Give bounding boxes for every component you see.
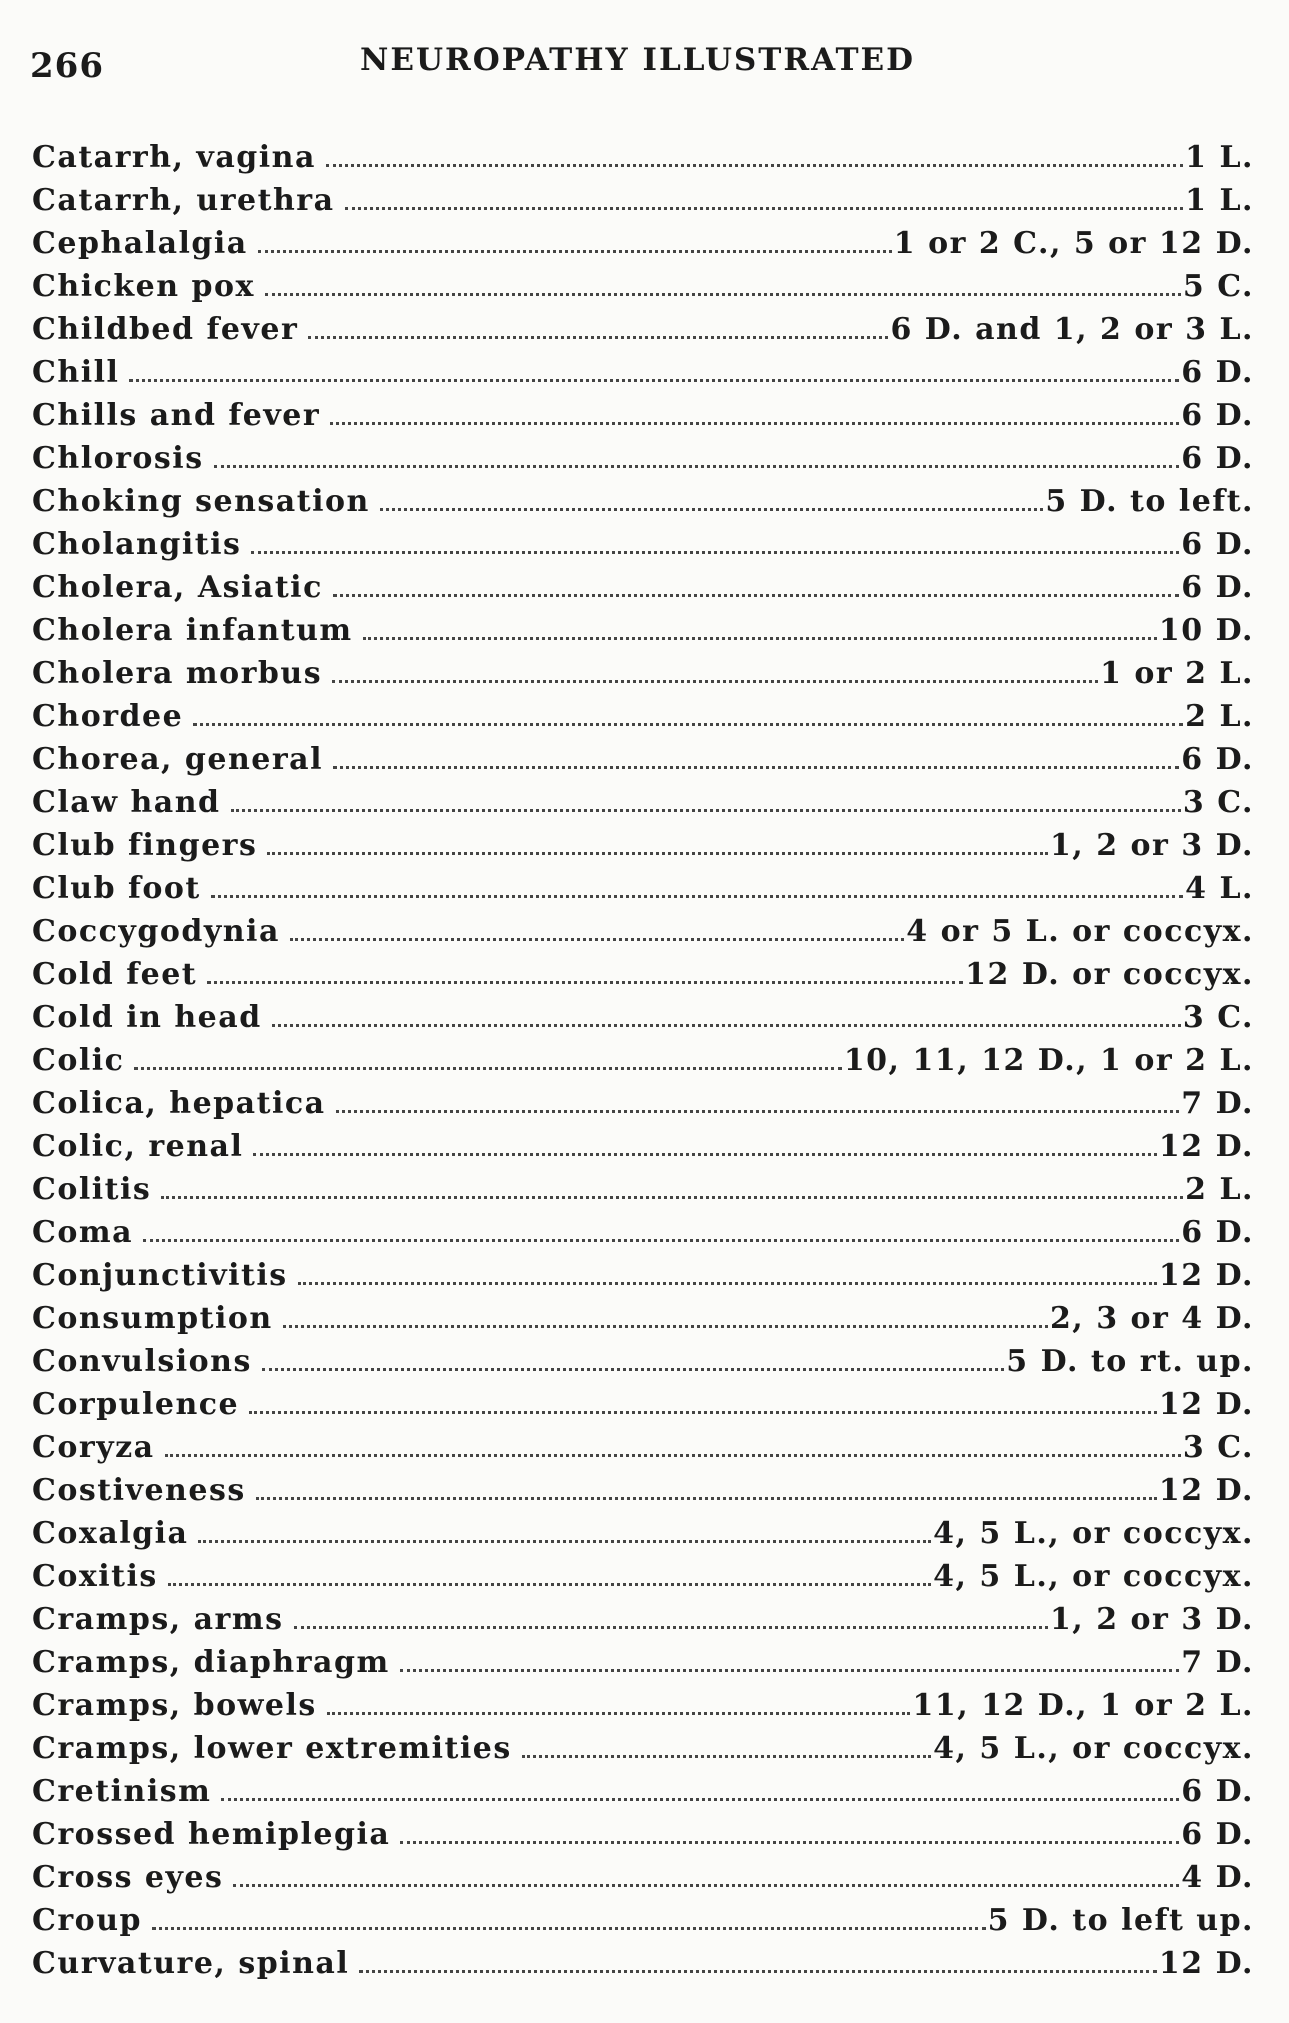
entry-reference: 4, 5 L., or coccyx. bbox=[933, 1731, 1254, 1766]
entry-reference: 4 or 5 L. or coccyx. bbox=[906, 914, 1254, 949]
entry-term: Curvature, spinal bbox=[32, 1946, 350, 1981]
entry-term: Cramps, arms bbox=[32, 1602, 284, 1637]
index-entry bbox=[32, 1516, 1254, 1559]
index-entry bbox=[32, 226, 1254, 269]
entry-term: Cephalalgia bbox=[32, 226, 248, 261]
index-entry bbox=[32, 1774, 1254, 1817]
dot-leader bbox=[308, 335, 888, 339]
entry-reference: 6 D. bbox=[1181, 570, 1254, 605]
index-entry bbox=[32, 1258, 1254, 1301]
entry-term: Colica, hepatica bbox=[32, 1086, 326, 1121]
entry-term: Childbed fever bbox=[32, 312, 299, 347]
entry-term: Cholera, Asiatic bbox=[32, 570, 323, 605]
index-entry bbox=[32, 1731, 1254, 1774]
dot-leader bbox=[290, 937, 904, 941]
entry-term: Chicken pox bbox=[32, 269, 255, 304]
dot-leader bbox=[134, 1066, 841, 1070]
entry-reference: 6 D. and 1, 2 or 3 L. bbox=[890, 312, 1254, 347]
dot-leader bbox=[330, 421, 1179, 425]
entry-term: Club foot bbox=[32, 871, 201, 906]
index-entry bbox=[32, 1344, 1254, 1387]
entry-term: Chill bbox=[32, 355, 120, 390]
dot-leader bbox=[333, 765, 1179, 769]
dot-leader bbox=[262, 1367, 1004, 1371]
entry-term: Coryza bbox=[32, 1430, 155, 1465]
index-entry bbox=[32, 957, 1254, 1000]
dot-leader bbox=[359, 1969, 1157, 1973]
index-entry bbox=[32, 312, 1254, 355]
entry-reference: 2 L. bbox=[1185, 699, 1254, 734]
dot-leader bbox=[327, 1711, 911, 1715]
index-entry bbox=[32, 1946, 1254, 1989]
entry-term: Colic, renal bbox=[32, 1129, 244, 1164]
index-entry bbox=[32, 1688, 1254, 1731]
entry-term: Cholera morbus bbox=[32, 656, 323, 691]
dot-leader bbox=[231, 808, 1181, 812]
index-entry bbox=[32, 527, 1254, 570]
entry-reference: 11, 12 D., 1 or 2 L. bbox=[912, 1688, 1254, 1723]
entry-term: Costiveness bbox=[32, 1473, 246, 1508]
entry-reference: 3 C. bbox=[1182, 785, 1254, 820]
entry-term: Choking sensation bbox=[32, 484, 370, 519]
entry-term: Club fingers bbox=[32, 828, 258, 863]
entry-term: Cold in head bbox=[32, 1000, 262, 1035]
dot-leader bbox=[326, 163, 1183, 167]
index-entry bbox=[32, 656, 1254, 699]
dot-leader bbox=[333, 593, 1179, 597]
index-entry bbox=[32, 1645, 1254, 1688]
dot-leader bbox=[152, 1926, 986, 1930]
entry-term: Cramps, bowels bbox=[32, 1688, 317, 1723]
entry-term: Crossed hemiplegia bbox=[32, 1817, 391, 1852]
entry-term: Coccygodynia bbox=[32, 914, 280, 949]
dot-leader bbox=[143, 1238, 1179, 1242]
entry-reference: 4 D. bbox=[1181, 1860, 1254, 1895]
index-entry bbox=[32, 1602, 1254, 1645]
entry-term: Claw hand bbox=[32, 785, 221, 820]
entry-term: Cholangitis bbox=[32, 527, 242, 562]
index-entry bbox=[32, 269, 1254, 312]
index-entry bbox=[32, 699, 1254, 742]
index-entry bbox=[32, 441, 1254, 484]
entry-term: Consumption bbox=[32, 1301, 273, 1336]
index-entry bbox=[32, 828, 1254, 871]
entry-reference: 1 or 2 C., 5 or 12 D. bbox=[893, 226, 1254, 261]
dot-leader bbox=[161, 1195, 1183, 1199]
index-entry bbox=[32, 1903, 1254, 1946]
index-entry bbox=[32, 914, 1254, 957]
index-entry bbox=[32, 1043, 1254, 1086]
entry-term: Convulsions bbox=[32, 1344, 252, 1379]
entry-reference: 1, 2 or 3 D. bbox=[1049, 828, 1254, 863]
index-entry bbox=[32, 355, 1254, 398]
entry-term: Cramps, diaphragm bbox=[32, 1645, 390, 1680]
entry-reference: 3 C. bbox=[1182, 1000, 1254, 1035]
entry-term: Chordee bbox=[32, 699, 184, 734]
dot-leader bbox=[168, 1582, 931, 1586]
entry-term: Cramps, lower extremities bbox=[32, 1731, 512, 1766]
entry-reference: 6 D. bbox=[1181, 441, 1254, 476]
entry-term: Cold feet bbox=[32, 957, 198, 992]
index-entry bbox=[32, 1473, 1254, 1516]
entry-reference: 4, 5 L., or coccyx. bbox=[933, 1516, 1254, 1551]
dot-leader bbox=[363, 636, 1157, 640]
dot-leader bbox=[298, 1281, 1157, 1285]
entry-reference: 6 D. bbox=[1181, 398, 1254, 433]
dot-leader bbox=[400, 1668, 1180, 1672]
dot-leader bbox=[294, 1625, 1048, 1629]
dot-leader bbox=[522, 1754, 931, 1758]
dot-leader bbox=[256, 1496, 1157, 1500]
entry-reference: 12 D. bbox=[1158, 1387, 1254, 1422]
index-entry bbox=[32, 140, 1254, 183]
index-entry bbox=[32, 613, 1254, 656]
entry-reference: 6 D. bbox=[1181, 1817, 1254, 1852]
entry-reference: 12 D. bbox=[1158, 1129, 1254, 1164]
index-entry bbox=[32, 1000, 1254, 1043]
dot-leader bbox=[272, 1023, 1181, 1027]
entry-reference: 5 D. to left. bbox=[1045, 484, 1254, 519]
entry-term: Conjunctivitis bbox=[32, 1258, 288, 1293]
index-entry bbox=[32, 1172, 1254, 1215]
entry-term: Catarrh, vagina bbox=[32, 140, 316, 175]
index-entry bbox=[32, 1387, 1254, 1430]
entry-term: Coxalgia bbox=[32, 1516, 189, 1551]
dot-leader bbox=[193, 722, 1183, 726]
entry-reference: 6 D. bbox=[1181, 355, 1254, 390]
entry-reference: 12 D. or coccyx. bbox=[965, 957, 1254, 992]
entry-term: Colic bbox=[32, 1043, 125, 1078]
index-entry bbox=[32, 1129, 1254, 1172]
dot-leader bbox=[283, 1324, 1048, 1328]
dot-leader bbox=[345, 206, 1184, 210]
entry-term: Cretinism bbox=[32, 1774, 212, 1809]
entry-reference: 6 D. bbox=[1181, 527, 1254, 562]
entry-reference: 1 L. bbox=[1185, 140, 1254, 175]
page-header bbox=[30, 40, 1270, 90]
dot-leader bbox=[198, 1539, 931, 1543]
dot-leader bbox=[129, 378, 1179, 382]
index-entry bbox=[32, 183, 1254, 226]
entry-reference: 6 D. bbox=[1181, 1215, 1254, 1250]
dot-leader bbox=[211, 894, 1183, 898]
dot-leader bbox=[253, 1152, 1157, 1156]
entry-reference: 6 D. bbox=[1181, 1774, 1254, 1809]
entry-term: Chlorosis bbox=[32, 441, 204, 476]
entry-term: Catarrh, urethra bbox=[32, 183, 335, 218]
index-entry bbox=[32, 1430, 1254, 1473]
dot-leader bbox=[249, 1410, 1157, 1414]
entry-reference: 4, 5 L., or coccyx. bbox=[933, 1559, 1254, 1594]
entry-reference: 5 D. to left up. bbox=[987, 1903, 1254, 1938]
index-entry bbox=[32, 1860, 1254, 1903]
entry-term: Croup bbox=[32, 1903, 142, 1938]
entry-reference: 7 D. bbox=[1181, 1645, 1254, 1680]
entry-reference: 3 C. bbox=[1182, 1430, 1254, 1465]
dot-leader bbox=[332, 679, 1098, 683]
dot-leader bbox=[400, 1840, 1179, 1844]
index-entry bbox=[32, 785, 1254, 828]
entry-reference: 2, 3 or 4 D. bbox=[1049, 1301, 1254, 1336]
entry-term: Colitis bbox=[32, 1172, 152, 1207]
page-number: 266 bbox=[30, 46, 104, 86]
dot-leader bbox=[265, 292, 1181, 296]
entry-reference: 10, 11, 12 D., 1 or 2 L. bbox=[843, 1043, 1254, 1078]
entry-term: Chorea, general bbox=[32, 742, 324, 777]
entry-term: Coxitis bbox=[32, 1559, 158, 1594]
index-entry bbox=[32, 1559, 1254, 1602]
entry-term: Cholera infantum bbox=[32, 613, 353, 648]
dot-leader bbox=[336, 1109, 1180, 1113]
entry-term: Coma bbox=[32, 1215, 134, 1250]
index-entry bbox=[32, 742, 1254, 785]
index-entry bbox=[32, 398, 1254, 441]
dot-leader bbox=[267, 851, 1048, 855]
entry-reference: 2 L. bbox=[1185, 1172, 1254, 1207]
entry-reference: 5 D. to rt. up. bbox=[1006, 1344, 1254, 1379]
entry-term: Chills and fever bbox=[32, 398, 321, 433]
entry-reference: 12 D. bbox=[1158, 1258, 1254, 1293]
dot-leader bbox=[251, 550, 1179, 554]
index-entry bbox=[32, 1215, 1254, 1258]
dot-leader bbox=[207, 980, 963, 984]
entry-reference: 6 D. bbox=[1181, 742, 1254, 777]
entry-reference: 7 D. bbox=[1181, 1086, 1254, 1121]
index-entry bbox=[32, 570, 1254, 613]
entry-reference: 4 L. bbox=[1185, 871, 1254, 906]
dot-leader bbox=[233, 1883, 1179, 1887]
dot-leader bbox=[380, 507, 1044, 511]
dot-leader bbox=[214, 464, 1180, 468]
index-entry bbox=[32, 484, 1254, 527]
dot-leader bbox=[221, 1797, 1179, 1801]
index-entry bbox=[32, 1086, 1254, 1129]
entry-reference: 12 D. bbox=[1158, 1946, 1254, 1981]
dot-leader bbox=[165, 1453, 1181, 1457]
index-entry bbox=[32, 1301, 1254, 1344]
entry-reference: 1 or 2 L. bbox=[1100, 656, 1254, 691]
entry-reference: 10 D. bbox=[1158, 613, 1254, 648]
index-entry bbox=[32, 1817, 1254, 1860]
dot-leader bbox=[258, 249, 892, 253]
index-entry bbox=[32, 871, 1254, 914]
entry-term: Corpulence bbox=[32, 1387, 240, 1422]
running-title: NEUROPATHY ILLUSTRATED bbox=[360, 42, 916, 78]
entry-term: Cross eyes bbox=[32, 1860, 224, 1895]
entry-reference: 1, 2 or 3 D. bbox=[1049, 1602, 1254, 1637]
index-entries-list bbox=[32, 140, 1254, 1989]
entry-reference: 5 C. bbox=[1182, 269, 1254, 304]
entry-reference: 12 D. bbox=[1158, 1473, 1254, 1508]
entry-reference: 1 L. bbox=[1185, 183, 1254, 218]
